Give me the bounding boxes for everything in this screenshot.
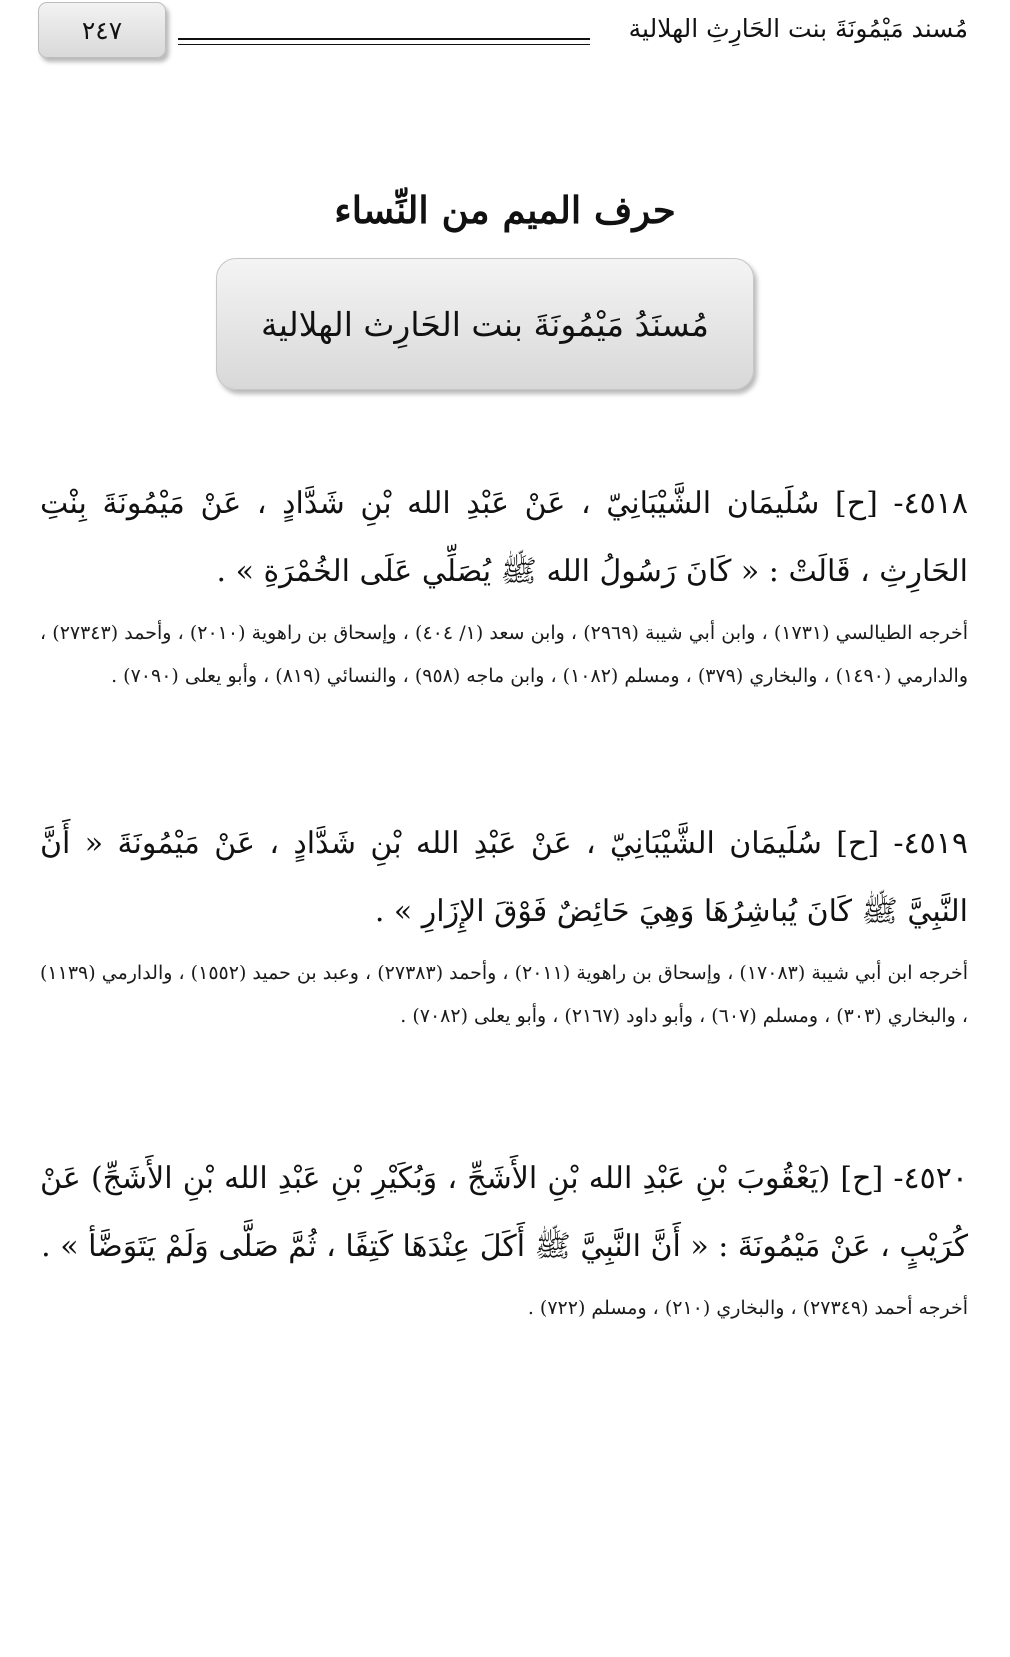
musnad-title: مُسنَدُ مَيْمُونَةَ بنت الحَارِث الهلالية	[261, 304, 709, 344]
chapter-heading: حرف الميم من النِّساء	[334, 188, 676, 232]
hadith-takhrij: أخرجه الطيالسي (١٧٣١) ، وابن أبي شيبة (٢٩٦٩) ، وابن سعد (١/ ٤٠٤) ، وإسحاق بن راهوية (٢٠١٠) ، وأحمد (٢٧٣٤٣) ، والدارمي (١٤٩٠) ، والبخاري (٣٧٩) ، ومسلم (١٠٨٢) ، وابن ماجه (٩٥٨) ، والنسائي (٨١٩) ، وأبو يعلى (٧٠٩٠) .	[40, 622, 968, 687]
hadith-text: ٤٥٢٠- [ح] (يَعْقُوبَ بْنِ عَبْدِ الله بْنِ الأَشَجِّ ، وَبُكَيْرِ بْنِ عَبْدِ الله بْنِ الأَشَجِّ) عَنْ كُرَيْبٍ ، عَنْ مَيْمُونَةَ : « أَنَّ النَّبِيَّ ﷺ أَكَلَ عِنْدَهَا كَتِفًا ، ثُمَّ صَلَّى وَلَمْ يَتَوَضَّأ » .	[40, 1161, 968, 1264]
running-title: مُسند مَيْمُونَةَ بنت الحَارِثِ الهلالية	[628, 14, 968, 43]
musnad-title-box	[216, 258, 754, 390]
header-rule	[178, 38, 590, 45]
hadith-takhrij: أخرجه ابن أبي شيبة (١٧٠٨٣) ، وإسحاق بن راهوية (٢٠١١) ، وأحمد (٢٧٣٨٣) ، وعبد بن حميد (١٥٥٢) ، والدارمي (١١٣٩) ، والبخاري (٣٠٣) ، ومسلم (٦٠٧) ، وأبو داود (٢١٦٧) ، وأبو يعلى (٧٠٨٢) .	[40, 962, 969, 1027]
hadith-4518	[40, 470, 968, 698]
hadith-takhrij: أخرجه أحمد (٢٧٣٤٩) ، والبخاري (٢١٠) ، ومسلم (٧٢٢) .	[527, 1297, 968, 1319]
hadith-4519	[40, 810, 968, 1038]
hadith-4520	[40, 1145, 968, 1330]
page-number: ٢٤٧	[81, 15, 123, 45]
hadith-text: ٤٥١٩- [ح] سُلَيمَان الشَّيْبَانِيّ ، عَنْ عَبْدِ الله بْنِ شَدَّادٍ ، عَنْ مَيْمُونَةَ « أَنَّ النَّبِيَّ ﷺ كَانَ يُباشِرُهَا وَهِيَ حَائِضٌ فَوْقَ الإِزَارِ » .	[40, 826, 968, 929]
hadith-text: ٤٥١٨- [ح] سُلَيمَان الشَّيْبَانِيّ ، عَنْ عَبْدِ الله بْنِ شَدَّادٍ ، عَنْ مَيْمُونَةَ بِنْتِ الحَارِثِ ، قَالَتْ : « كَانَ رَسُولُ الله ﷺ يُصَلِّي عَلَى الخُمْرَةِ » .	[40, 486, 968, 589]
page-number-tab	[38, 2, 166, 58]
